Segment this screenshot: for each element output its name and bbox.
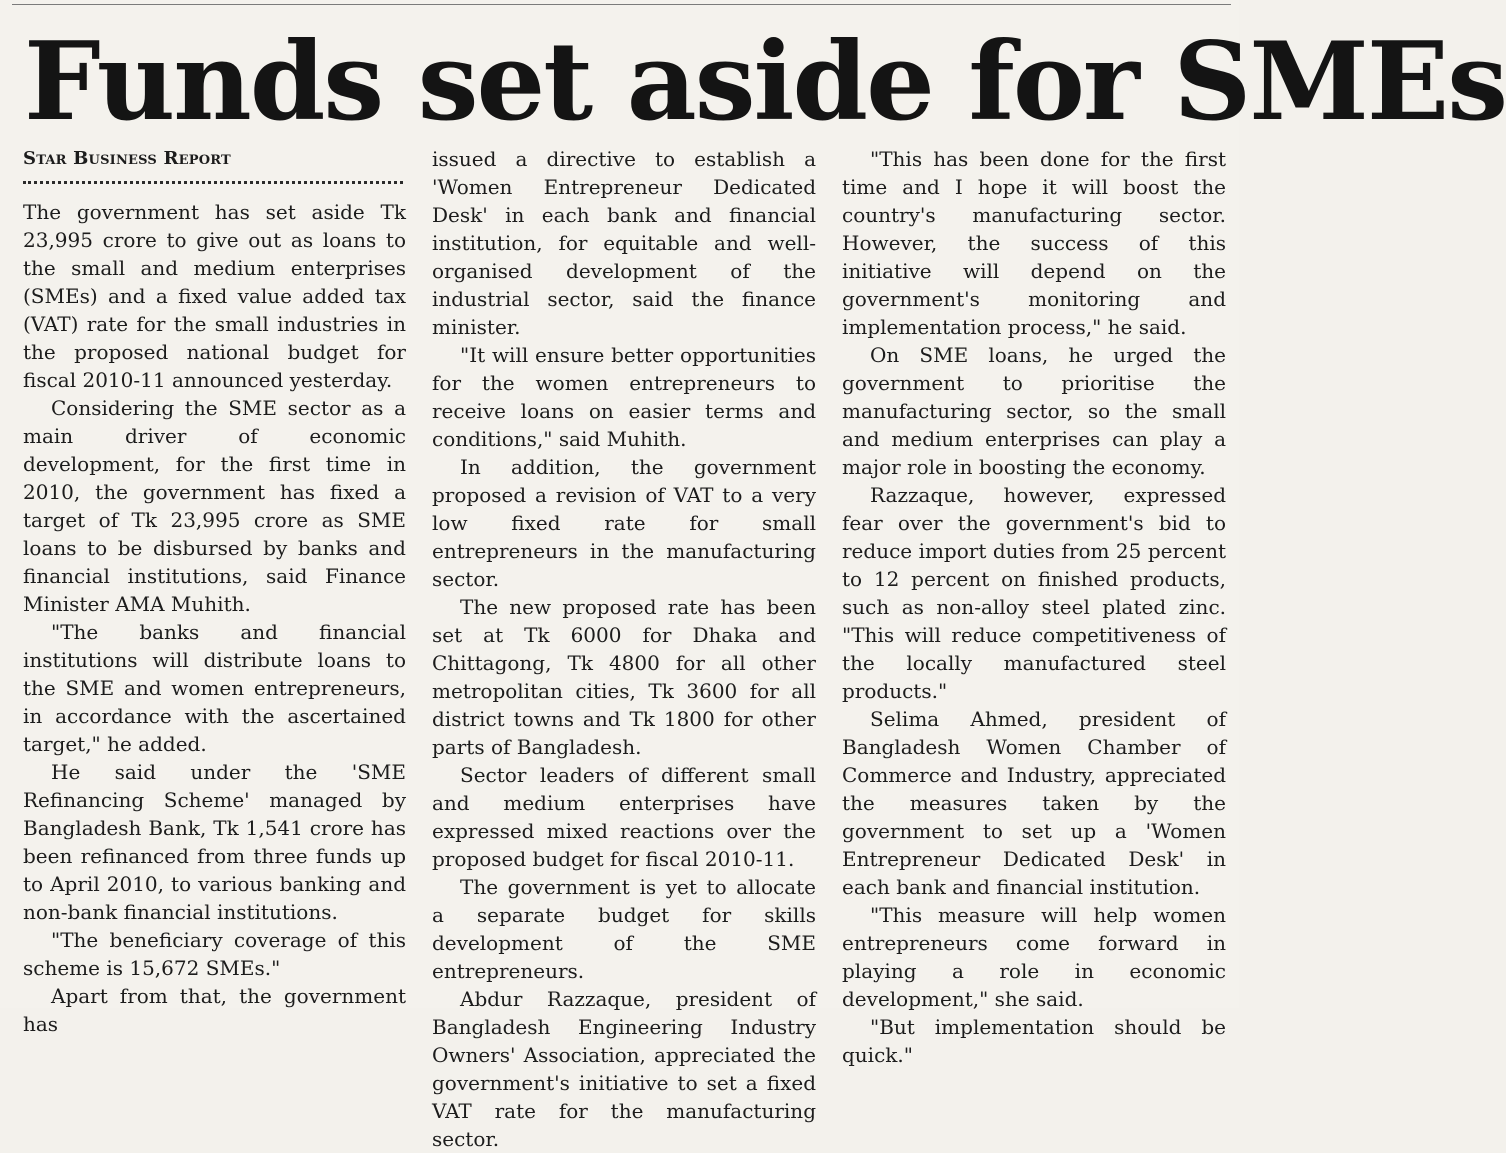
article-paragraph: "This has been done for the first time and I hope it will boost the country's manufacturing sector. However, the success of this initiative will depend on the government's monitoring and implementation process," he said. — [842, 147, 1226, 339]
article-paragraph: He said under the 'SME Refinancing Scheme' managed by Bangladesh Bank, Tk 1,541 crore has been refinanced from three funds up to April 2010, to various banking and non-bank financial institutions. — [23, 760, 406, 924]
article-paragraph: The new proposed rate has been set at Tk 6000 for Dhaka and Chittagong, Tk 4800 for all other metropolitan cities, Tk 3600 for all district towns and Tk 1800 for other parts of Bangladesh. — [432, 595, 816, 759]
article-paragraph: Abdur Razzaque, president of Bangladesh Engineering Industry Owners' Association, appreciated the government's initiative to set a fixed VAT rate for the manufacturing sector. — [432, 987, 816, 1151]
article-paragraph: "The beneficiary coverage of this scheme is 15,672 SMEs." — [23, 928, 406, 980]
byline: Star Business Report — [23, 148, 231, 169]
article-paragraph: Considering the SME sector as a main driver of economic development, for the first time in 2010, the government has fixed a target of Tk 23,995 crore as SME loans to be disbursed by banks and financial institutions, said Finance Minister AMA Muhith. — [23, 396, 406, 616]
article-paragraph: Selima Ahmed, president of Bangladesh Women Chamber of Commerce and Industry, appreciated the measures taken by the government to set up a 'Women Entrepreneur Dedicated Desk' in each bank and financial institution. — [842, 707, 1226, 899]
article-paragraph: On SME loans, he urged the government to prioritise the manufacturing sector, so the small and medium enterprises can play a major role in boosting the economy. — [842, 343, 1226, 479]
article-paragraph: Razzaque, however, expressed fear over the government's bid to reduce import duties from 25 percent to 12 percent on finished products, such as non-alloy steel plated zinc. "This will reduce competitiveness of the locally manufactured steel products." — [842, 483, 1226, 703]
article-paragraph: Sector leaders of different small and medium enterprises have expressed mixed reactions over the proposed budget for fiscal 2010-11. — [432, 763, 816, 871]
headline: Funds set aside for SMEs — [24, 19, 1506, 145]
article-column-2 — [432, 145, 816, 1153]
article-column-1 — [23, 145, 406, 1038]
article-paragraph: In addition, the government proposed a revision of VAT to a very low fixed rate for small entrepreneurs in the manufacturing sector. — [432, 455, 816, 591]
top-rule — [12, 4, 1231, 5]
article-paragraph: The government is yet to allocate a separate budget for skills development of the SME entrepreneurs. — [432, 875, 816, 983]
article-column-3 — [842, 145, 1226, 1069]
article-paragraph: "It will ensure better opportunities for the women entrepreneurs to receive loans on easier terms and conditions," said Muhith. — [432, 343, 816, 451]
article-paragraph: issued a directive to establish a 'Women Entrepreneur Dedicated Desk' in each bank and financial institution, for equitable and well-organised development of the industrial sector, said the finance minister. — [432, 147, 816, 339]
article-paragraph: The government has set aside Tk 23,995 crore to give out as loans to the small and medium enterprises (SMEs) and a fixed value added tax (VAT) rate for the small industries in the proposed national budget for fiscal 2010-11 announced yesterday. — [23, 200, 406, 392]
article-paragraph: Apart from that, the government has — [23, 984, 406, 1036]
article-paragraph: "This measure will help women entrepreneurs come forward in playing a role in economic development," she said. — [842, 903, 1226, 1011]
dotted-rule — [23, 181, 403, 184]
article-paragraph: "The banks and financial institutions will distribute loans to the SME and women entrepreneurs, in accordance with the ascertained target," he added. — [23, 620, 406, 756]
article-paragraph: "But implementation should be quick." — [842, 1015, 1226, 1067]
